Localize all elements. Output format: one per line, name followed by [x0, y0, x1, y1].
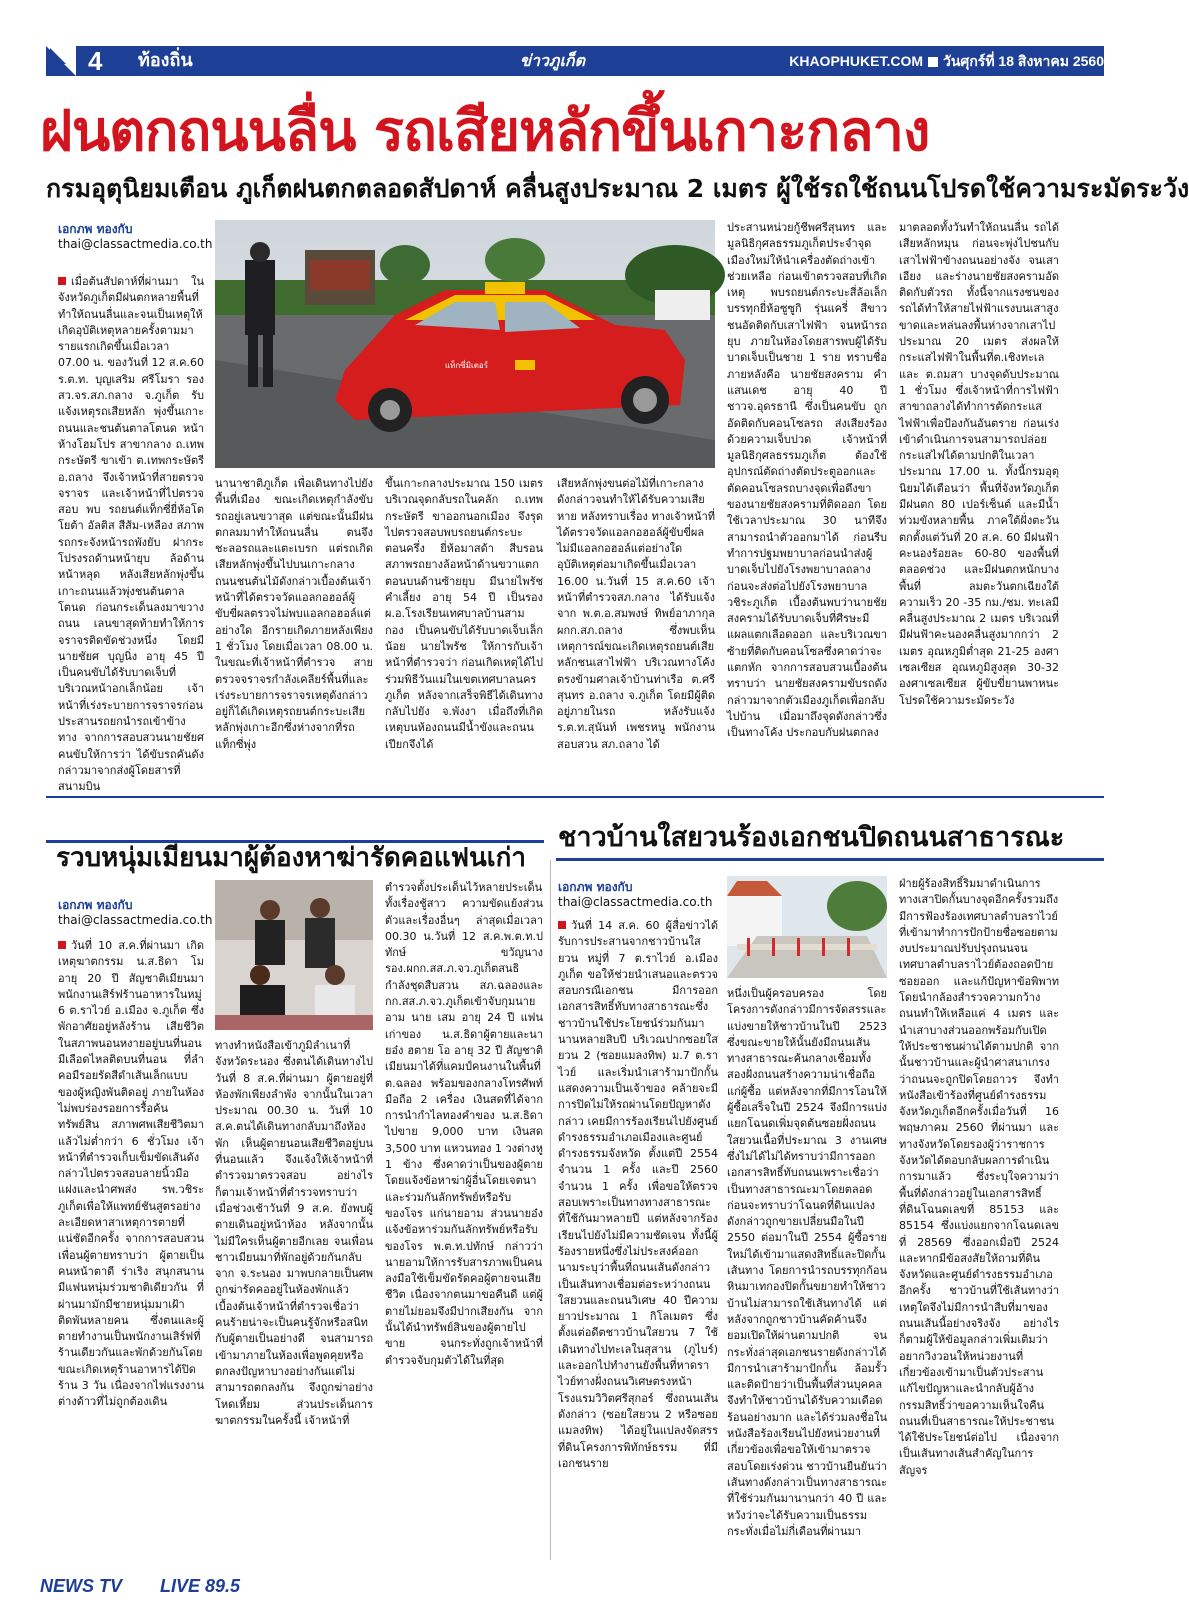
story1-headline: ฝนตกถนนลื่น รถเสียหลักขึ้นเกาะกลาง: [40, 99, 930, 164]
story1-photo: [215, 220, 715, 468]
story3-col2: หนึ่งเป็นผู้ครอบครอง โดยโครงการดังกล่าวมีการจัดสรรและแบ่งขายให้ชาวบ้านในปี 2523 ซึ่งขณะขายให้นั้นยังมีถนนเส้นทางสาธารณะค้นกลางเชื่อมทั้งสองฝั่งถนนสร้างความน่าเชื่อถือแก่ผู้ซื้อ แต่หลังจากที่มีการโอนให้ผู้ซื้อเสร็จในปี 2524 จึงมีการแบ่งแยกโฉนดเพิ่มจุดต้นซอยฝั่งถนนใสยวนเนื้อที่ประมาณ 3 งานเศษซึ่งไม่ได้ไม่ได้ทราบว่ามีการออกเอกสารสิทธิ์ทับถนนเพราะเชื่อว่าเป็นทางสาธารณะมาโดยตลอดก่อนจะทราบว่าโฉนดที่ดินแปลงดังกล่าวถูกขายเปลี่ยนมือในปี 2550 ต่อมาในปี 2554 ผู้ซื้อรายใหม่ได้เข้ามาแสดงสิทธิ์และปิดกั้นเส้นทาง โดยการนำรถบรรทุกก้อนหินมาเทกองปิดกั้นขยายทำให้ชาวบ้านไม่สามารถใช้เส้นทางได้ แต่หลังจากถูกชาวบ้านคัดค้านจึงยอมเปิดให้ผ่านตามปกติ จนกระทั่งล่าสุดเอกชนรายดังกล่าวได้มีการนำเสาร้ามาปักกั้น ล้อมรั้วและติดป้ายว่าเป็นพื้นที่ส่วนบุคคล จึงทำให้ชาวบ้านได้รับความเดือดร้อนอย่างมาก และได้ร่วมลงชื่อในหนังสือร้องเรียนไปยังหน่วยงานที่เกี่ยวข้องเพื่อขอให้เข้ามาตรวจสอบโดยเร่งด่วน ชาวบ้านยืนยันว่าเส้นทางดังกล่าวเป็นทางสาธารณะที่ใช้ร่วมกันมานานกว่า 40 ปี และหวังว่าจะได้รับความเป็นธรรม กระทั่งเมื่อไม่กี่เดือนที่ผ่านมา: [727, 987, 887, 1538]
column-rule: [550, 860, 551, 1560]
story2-col2: ทางทำหนังสือเข้าภูมิลำเนาที่จังหวัดระนอง ซึ่งตนได้เดินทางไปวันที่ 8 ส.ค.ที่ผ่านมา ผู้ตายอยู่ที่ห้องพักเพียงลำพัง จากนั้นในเวลาประมาณ 00.30 น. วันที่ 10 ส.ค.ตนได้เดินทางกลับมาถึงห้องพัก เห็นผู้ตายนอนเสียชีวิตอยู่บนที่นอนแล้ว จึงแจ้งให้เจ้าหน้าที่ตำรวจมาตรวจสอบ อย่างไรก็ตามเจ้าหน้าที่ตำรวจทราบว่า เมื่อช่วงเช้าวันที่ 9 ส.ค. ยังพบผู้ตายเดินอยู่หน้าห้อง หลังจากนั้นไม่มีใครเห็นผู้ตายอีกเลย จนเพื่อนชาวเมียนมาที่พักอยู่ด้วยกันกลับจาก จ.ระนอง มาพบกลายเป็นศพถูกฆ่ารัดคออยู่ในห้องพักแล้ว เบื้องต้นเจ้าหน้าที่ตำรวจเชื่อว่าคนร้ายน่าจะเป็นคนรู้จักหรือสนิทกับผู้ตายเป็นอย่างดี จนสามารถเข้ามาภายในห้องเพื่อพูดคุยหรือตกลงปัญหาบางอย่างกันแต่ไม่สามารถตกลงกัน จึงถูกฆ่าอย่างโหดเหี้ยม ส่วนประเด็นการฆาตกรรมในครั้งนี้ เจ้าหน้าที่: [215, 1039, 373, 1427]
paper-logo: ข่าวภูเก็ต: [520, 51, 585, 70]
story3-headline: ชาวบ้านใสยวนร้องเอกชนปิดถนนสาธารณะ: [558, 822, 1065, 853]
author-name: เอกภพ ทองกับ: [558, 880, 633, 894]
taxi-door-text: แท็กซี่มิเตอร์: [445, 361, 489, 370]
story1-col1: [58, 274, 204, 794]
story1-subheadline: กรมอุตุนิยมเตือน ภูเก็ตฝนตกตลอดสัปดาห์ คลื่นสูงประมาณ 2 เมตร ผู้ใช้รถใช้ถนนโปรดใช้ความระมัดระวัง: [46, 174, 1189, 203]
issue-date: วันศุกร์ที่ 18 สิงหาคม 2560: [943, 53, 1104, 69]
story1-col6: มาตลอดทั้งวันทำให้ถนนลื่น รถได้เสียหลักหมุน ก่อนจะพุ่งไปชนกับเสาไฟฟ้าข้างถนนอย่างจัง จนเสาเอียง และร่างนายชัยสงครามอัดติดกับตัวรถ ทั้งนี้จากแรงชนของรถได้ทำให้สายไฟฟ้าแรงบนเสาสูงขาดและหล่นลงพื้นห่างจากเสาไปประมาณ 20 เมตร ส่งผลให้กระแสไฟฟ้าในพื้นที่ต.เชิงทะเล และ ต.ถมสา บางจุดดับประมาณ 1 ชั่วโมง ซึ่งเจ้าหน้าที่การไฟฟ้าสาขาถลางได้ทำการตัดกระแสไฟฟ้าเพื่อป้องกันอันตราย ก่อนเร่งเข้าดำเนินการจนสามารถปล่อยกระแสไฟได้ตามปกติในเวลาประมาณ 17.00 น. ทั้งนี้กรมอุตุนิยมได้เตือนว่า พื้นที่จังหวัดภูเก็ตมีฝนตก 80 เปอร์เซ็นต์ และมีน้ำท่วมขังหลายพื้น ภาคใต้ฝั่งตะวันตกตั้งแต่วันที่ 20 ส.ค. 60 มีฝนฟ้าคะนองร้อยละ 60-80 ของพื้นที่ ตลอดช่วง และมีฝนตกหนักบางพื้นที่ ลมตะวันตกเฉียงใต้ ความเร็ว 20 -35 กม./ชม. ทะเลมีคลื่นสูงประมาณ 2 เมตร บริเวณที่มีฝนฟ้าคะนองคลื่นสูงมากกว่า 2 เมตร อุณหภูมิต่ำสุด 21-25 องศาเซลเซียส อุณหภูมิสูงสุด 30-32 องศาเซลเซียส ผู้ขับขี่ยานพาหนะโปรดใช้ความระมัดระวัง: [899, 221, 1059, 707]
site-and-date: [789, 46, 1104, 76]
story2-col1-text: วันที่ 10 ส.ค.ที่ผ่านมา เกิดเหตุฆาตกรรม น.ส.ธิดา โม อายุ 20 ปี สัญชาติเมียนมา พนักงานเสิร์ฟร้านอาหารในหมู่ 6 ต.ราไวย์ อ.เมือง จ.ภูเก็ต ซึ่งพักอาศัยอยู่หลังร้าน เสียชีวิตในสภาพนอนหงายอยู่บนที่นอนมีเลือดไหลติดบนที่นอน ที่ลำคอมีรอยรัดสีดำเส้นเล็กแบบของผู้หญิงพันติดอยู่ ภายในห้องไม่พบร่องรอยการรื้อค้นทรัพย์สิน สภาพศพเสียชีวิตมาแล้วไม่ต่ำกว่า 6 ชั่วโมง เจ้าหน้าที่ตำรวจเก็บเข็มขัดเส้นดังกล่าวไปตรวจสอบลายนิ้วมือแฝงและนำศพส่ง รพ.วชิระภูเก็ตเพื่อให้แพทย์ชันสูตรอย่างละเอียดหาสาเหตุการตายที่แน่ชัดอีกครั้ง จากการสอบสวนเพื่อนผู้ตายทราบว่า ผู้ตายเป็นคนหน้าตาดี ร่าเริง สนุกสนาน มีแฟนหนุ่มร่วมชาติเดียวกัน ที่ผ่านมามักมีชายหนุ่มมาเฝ้าติดพันหลายคน ซึ่งตนและผู้ตายทำงานเป็นพนักงานเสิร์ฟที่ร้านเดียวกันและพักด้วยกันโดยขณะเกิดเหตุร้านอาหารได้ปิดร้าน 3 วัน เนื่องจากไฟแรงงานต่างด้าวที่ไม่ถูกต้องเดิน: [58, 939, 204, 1409]
author-email: thai@classactmedia.co.th: [58, 237, 213, 251]
story3-photo: [727, 876, 887, 978]
story1-col2: นานาชาติภูเก็ต เพื่อเดินทางไปยังพื้นที่เมือง ขณะเกิดเหตุกำลังขับรถอยู่เลนขวาสุด แต่ขณะนั้นมีฝนตกลมมาทำให้ถนนลื่น ตนจึงชะลอรถและแตะเบรก แต่รถเกิดเสียหลักพุ่งขึ้นไปบนเกาะกลางถนนชนต้นไม้ดังกล่าวเบื้องต้นเจ้าหน้าที่ได้ตรวจวัดแอลกอฮอล์ผู้ขับขี่ผลตรวจไม่พบแอลกอฮอล์แต่อย่างใด อีกรายเกิดภายหลังเพียง 1 ชั่วโมง โดยเมื่อเวลา 08.00 น. ในขณะที่เจ้าหน้าที่ตำรวจ สายตรวจจราจรกำลังเคลียร์พื้นที่และเร่งระบายการจราจรเหตุดังกล่าวอยู่ก็ได้เกิดเหตุรถยนต์กระบะเสียหลักพุ่งเกาะอีกซึ่งห่างจากที่รถแท็กซี่พุ่ง: [215, 477, 373, 751]
author-email: thai@classactmedia.co.th: [58, 913, 213, 927]
story1-col4: เสียหลักพุ่งขนต่อไม้ที่เกาะกลางดังกล่าวจนทำให้ได้รับความเสียหาย หลังทราบเรื่อง ทางเจ้าหน้าที่ได้ตรวจวัดแอลกอฮอล์ผู้ขับขี่ผลไม่มีแอลกอฮอล์แต่อย่างใด อุบัติเหตุต่อมาเกิดขึ้นเมื่อเวลา 16.00 น.วันที่ 15 ส.ค.60 เจ้าหน้าที่ตำรวจสภ.กลาง ได้รับแจ้งจาก พ.ต.อ.สมพงษ์ ทิพย์อาภากุล ผกก.สภ.ถลาง ซึ่งพบเห็นเหตุการณ์ขณะเกิดเหตุรถยนต์เสียหลักชนเสาไฟฟ้า บริเวณทางโค้งตรงข้ามศาลเจ้าบ้านท่าเรือ ต.ศรีสุนทร อ.ถลาง จ.ภูเก็ต โดยมีผู้ติดอยู่ภายในรถ หลังรับแจ้ง ร.ต.ท.สุนันท์ เพชรหนู พนักงานสอบสวน สภ.ถลาง ได้: [557, 477, 715, 751]
page-number: 4: [88, 46, 103, 76]
taxi-crash-photo: [215, 220, 715, 468]
story1-byline: [58, 222, 213, 252]
story2-col1: [58, 938, 204, 1558]
live-radio-logo: LIVE 89.5: [160, 1576, 241, 1596]
story3-col1-text: วันที่ 14 ส.ค. 60 ผู้สื่อข่าวได้รับการประสานจากชาวบ้านใสยวน หมู่ที่ 7 ต.ราไวย์ อ.เมืองภูเก็ต ขอให้ช่วยนำเสนอและตรวจสอบกรณีเอกชน มีการออกเอกสารสิทธิ์ทับทางสาธารณะซึ่งชาวบ้านใช้ประโยชน์ร่วมกันมานานหลายสิบปี บริเวณปากซอยใสยวน 2 (ซอยแมลงทิพ) ม.7 ต.ราไวย์ และเริ่มนำเสาร้ามาปักกั้นแสดงความเป็นเจ้าของ คล้ายจะมีการปิดไม่ให้รถผ่านโดยปัญหาดังกล่าว เคยมีการร้องเรียนไปยังศูนย์ดำรงธรรมอำเภอเมืองและศูนย์ดำรงธรรมจังหวัด ตั้งแต่ปี 2554 จำนวน 1 ครั้ง และปี 2560 จำนวน 1 ครั้ง เพื่อขอให้ตรวจสอบเพราะเป็นทางทางสาธารณะที่ใช้กันมาหลายปี แต่หลังจากร้องเรียนไปยังไม่มีความชัดเจน ทั้งนี้ผู้ร้องรายหนึ่งซึ่งไม่ประสงค์ออกนามระบุว่าพื้นที่ถนนเส้นดังกล่าวเป็นเส้นทางเชื่อมต่อระหว่างถนนใสยวนและถนนวิเศษ 40 ปีความยาวประมาณ 1 กิโลเมตร ซึ่งตั้งแต่อดีตชาวบ้านใสยวน 7 ใช้เดินทางไปทะเลในสุสาน (ภูไบร์) และออกไปทำงานยังพื้นที่หาดราไวย์ทางฝั่งถนนวิเศษตรงหน้าโรงแรมวิวิตศรีสุกอร์ ซึ่งถนนเส้นดังกล่าว (ซอยใสยวน 2 หรือซอยแมลงทิพ) ได้อยู่ในแปลงจัดสรรที่ดินโครงการพิทักษ์ธรรม ที่มีเอกชนราย: [558, 919, 718, 1470]
author-name: เอกภพ ทองกับ: [58, 898, 133, 912]
author-name: เอกภพ ทองกับ: [58, 222, 133, 236]
story3-byline: [558, 880, 713, 910]
road-photo: [727, 876, 887, 978]
corner-arrow-icon: [46, 46, 76, 76]
news-tv-logo: NEWS TV: [40, 1576, 123, 1596]
story2-byline: [58, 898, 213, 928]
bullet-icon: [558, 921, 566, 929]
story2-col3: ตำรวจตั้งประเด็นไว้หลายประเด็น ทั้งเรื่องชู้สาว ความขัดแย้งส่วนตัวและเรื่องอื่นๆ ล่าสุดเมื่อเวลา 00.30 น.วันที่ 12 ส.ค.พ.ต.ท.ปทักษ์ ขวัญนาง รอง.ผกก.สส.ภ.จว.ภูเก็ตสนธิกำลังชุดสืบสวน สภ.ฉลองและ กก.สส.ภ.จว.ภูเก็ตเข้าจับกุมนายอาม นาย เสม อายุ 24 ปี แฟนเก่าของ น.ส.ธิดาผู้ตายและนายอ๋ง ฮตาย โอ อายุ 32 ปี สัญชาติเมียนมาได้ที่แคมป์คนงานในพื้นที่ ต.ฉลอง พร้อมของกลางโทรศัพท์มือถือ 2 เครื่อง เงินสดที่ได้จากการนำกำไลทองคำของ น.ส.ธิดาไปขาย 9,000 บาท เงินสด 3,500 บาท แหวนทอง 1 วงต่างหู 1 ข้าง ซึ่งคาดว่าเป็นของผู้ตาย โดยแจ้งข้อหาฆ่าผู้อื่นโดยเจตนาและร่วมกันลักทรัพย์หรือรับของโจร แก่นายอาม ส่วนนายอ๋งแจ้งข้อหาร่วมกันลักทรัพย์หรือรับของโจร พ.ต.ท.ปทักษ์ กล่าวว่า นายอามให้การรับสารภาพเป็นคนลงมือใช้เข็มขัดรัดคอผู้ตายจนเสียชีวิต เนื่องจากตนมาขอคืนดี แต่ผู้ตายไม่ยอมจึงมีปากเสียงกัน จากนั้นได้นำทรัพย์สินของผู้ตายไปขาย จนกระทั่งถูกเจ้าหน้าที่ตำรวจจับกุมตัวได้ในที่สุด: [385, 881, 543, 1367]
bullet-icon: [58, 277, 66, 285]
bullet-icon: [58, 941, 66, 949]
site-url: KHAOPHUKET.COM: [789, 53, 923, 69]
arrest-photo: [215, 880, 373, 1030]
story1-col3: ขึ้นเกาะกลางประมาณ 150 เมตร บริเวณจุดกลับรถในคลัก ถ.เทพกระษัตรี ขาออกนอกเมือง จึงรุดไปตรวจสอบพบรถยนต์กระบะตอนครึ่ง ยี่ห้อมาสด้า สีบรอน สภาพรถยางล้อหน้าด้านขวาแตก ตอนบนด้านซ้ายยุบ มีนายไพรัช คำเลี้ยง อายุ 54 ปี เป็นรอง ผ.อ.โรงเรียนเทศบาลบ้านสามกอง เป็นคนขับได้รับบาดเจ็บเล็กน้อย นายไพรัช ให้การกับเจ้าหน้าที่ตำรวจว่า ก่อนเกิดเหตุได้ไปร่วมพิธีวันแม่ในเขตเทศบาลนครภูเก็ต หลังจากเสร็จพิธีได้เดินทางกลับไปยัง จ.พังงา เมื่อถึงที่เกิดเหตุบนห้องถนนมีน้ำขังและถนนเปียกจึงได้: [385, 477, 543, 751]
story2-photo: [215, 880, 373, 1030]
story3-col3: ฝ่ายผู้ร้องสิทธิ์ริมมาดำเนินการทางเสาปิดกั้นบางจุดอีกครั้งรวมถึงมีการฟ้องร้องเทศบาลตำบลราไวย์ที่เข้ามาทำการปักป้ายชื่อซอยตามงบประมาณปรับปรุงถนนจนเทศบาลตำบลราไวย์ต้องถอดป้ายซอยออก และแก้ปัญหาข้อพิพาทโดยนำกล้องสำรวจความกว้างถนนทำให้เหลือแค่ 4 เมตร และนำเสาบางส่วนออกพร้อมกับเปิดให้ประชาชนผ่านได้ตามปกติ จากนั้นชาวบ้านและผู้นำศาสนาเกรงว่าถนนจะถูกปิดโดยถาวร จึงทำหนังสือเข้าร้องที่ศูนย์ดำรงธรรมจังหวัดภูเก็ตอีกครั้งเมื่อวันที่ 16 พฤษภาคม 2560 ที่ผ่านมา และทางจังหวัดโดยรองผู้ว่าราชการจังหวัดได้ตอบกลับผลการดำเนินการมาแล้ว ซึ่งระบุใจความว่า พื้นที่ดังกล่าวอยู่ในเอกสารสิทธิ์ที่ดินโฉนดเลขที่ 85153 และ 85154 ซึ่งแบ่งแยกจากโฉนดเลขที่ 28569 ซึ่งออกเมื่อปี 2524 และหากมีข้อสงสัยให้ถามที่ดินจังหวัดและศูนย์ดำรงธรรมอำเภออีกครั้ง ชาวบ้านที่ใช้เส้นทางว่าเหตุใดจึงไม่มีการนำสืบที่มาของถนนเส้นนี้อย่างจริงจัง อย่างไรก็ตามผู้ให้ข้อมูลกล่าวเพิ่มเติมว่าอยากวิงวอนให้หน่วยงานที่เกี่ยวข้องเข้ามาเป็นตัวประสานแก้ไขปัญหาและนำกลับผู้อ้างกรรมสิทธิ์ว่าขอความเห็นใจคืนถนนที่เป็นสาธารณะให้ประชาชนได้ใช้ประโยชน์ต่อไป เนื่องจากเป็นเส้นทางเส้นสำคัญในการสัญจร: [899, 877, 1059, 1477]
section-title: ท้องถิ่น: [138, 50, 193, 71]
author-email: thai@classactmedia.co.th: [558, 895, 713, 909]
square-icon: [928, 57, 938, 67]
story3-col1: [558, 918, 718, 1558]
story1-col1-text: เมื่อต้นสัปดาห์ที่ผ่านมา ในจังหวัดภูเก็ตมีฝนตกหลายพื้นที่ ทำให้ถนนลื่นและจนเป็นเหตุให้เกิดอุบัติเหตุหลายครั้งตามมา รายแรกเกิดขึ้นเมื่อเวลา 07.00 น. ของวันที่ 12 ส.ค.60 ร.ต.ท. บุญเสริม ศรีโมรา รอง สว.จร.สภ.กลาง จ.ภูเก็ต รับแจ้งเหตุรถเสียหลัก พุ่งขึ้นเกาะถนนและชนต้นตาลโตนด หน้าห้างโฮมโปร สาขากลาง ถ.เทพกระษัตรี ขาเข้า ต.เทพกระษัตรี อ.ถลาง จึงเจ้าหน้าที่สายตรวจจราจร และเจ้าหน้าที่ไปตรวจสอบ พบ รถยนต์แท็กซี่ยี่ห้อโตโยต้า อัลติส สีส้ม-เหลือง สภาพรถกระจังหน้ารถพังยับ ฝากระโปรงรถด้านหน้ายุบ ล้อด้านหน้าหลุด หลังเสียหลักพุ่งขึ้นเกาะถนนแล้วพุ่งชนต้นตาลโตนด ก่อนกระเด็นลงมาขวางถนน เลนขาสุดท้ายทำให้การจราจรติดขัดช่วงหนึ่ง โดยมีนายชัยศ บุญนิ่ง อายุ 45 ปี เป็นคนขับได้รับบาดเจ็บที่บริเวณหน้าอกเล็กน้อย เจ้าหน้าที่เร่งระบายการจราจรก่อนประสานรถยกนำรถเข้าข้างทาง จากการสอบสวนนายชัยศ คนขับให้การว่า ได้ขับรถคันดังกล่าวมาจากส่งผู้โดยสารที่สนามบิน: [58, 275, 204, 794]
story3-rule: [556, 858, 1104, 861]
section-divider: [46, 796, 1104, 798]
story1-col5: ประสานหน่วยกู้ชีพศรีสุนทร และมูลนิธิกุศลธรรมภูเก็ตประจำจุดเมืองใหม่ให้นำเครื่องตัดถ่างเข้าช่วยเหลือ ก่อนเข้าตรวจสอบที่เกิดเหตุ พบรถยนต์กระบะสี่ล้อเล็กบรรทุกยี่ห้อซูซูกิ รุ่นแครี่ สีขาว ชนอัดติดกับเสาไฟฟ้า จนหน้ารถยุบ ภายในห้องโดยสารพบผู้ได้รับบาดเจ็บเป็นชาย 1 ราย ทราบชื่อภายหลังคือ นายชัยสงคราม คำแสนเดช อายุ 40 ปี ชาวจ.อุดรธานี ซึ่งเป็นคนขับ ถูกอัดติดกับคอนโซลรถ ส่งเสียงร้องด้วยความเจ็บปวด เจ้าหน้าที่มูลนิธิกุศลธรรมภูเก็ต ต้องใช้อุปกรณ์ตัดถ่างตัดประตูออกและตัดคอนโซลรถบางจุดเพื่อดึงขาของนายชัยสงครามที่ติดออก โดยใช้เวลาประมาณ 30 นาทีจึงสามารถนำตัวออกมาได้ ก่อนรีบทำการปฐมพยาบาลก่อนนำส่งผู้บาดเจ็บไปยังโรงพยาบาลถลาง ก่อนจะส่งต่อไปยังโรงพยาบาลวชิระภูเก็ต เบื้องต้นพบว่านายชัยสงครามได้รับบาดเจ็บที่ศีรษะมีแผลแตกเลือดออก และบริเวณขาซ้ายที่ติดกับคอนโซลซึ่งคาดว่าจะแตกหัก จากการสอบสวนเบื้องต้นทราบว่า นายชัยสงครามขับรถดังกล่าวมาจากตัวเมืองภูเก็ตเพื่อกลับไปบ้าน เมื่อมาถึงจุดดังกล่าวซึ่งเป็นทางโค้ง ประกอบกับฝนตกลง: [727, 221, 887, 740]
story2-headline: รวบหนุ่มเมียนมาผู้ต้องหาฆ่ารัดคอแฟนเก่า: [56, 843, 526, 873]
